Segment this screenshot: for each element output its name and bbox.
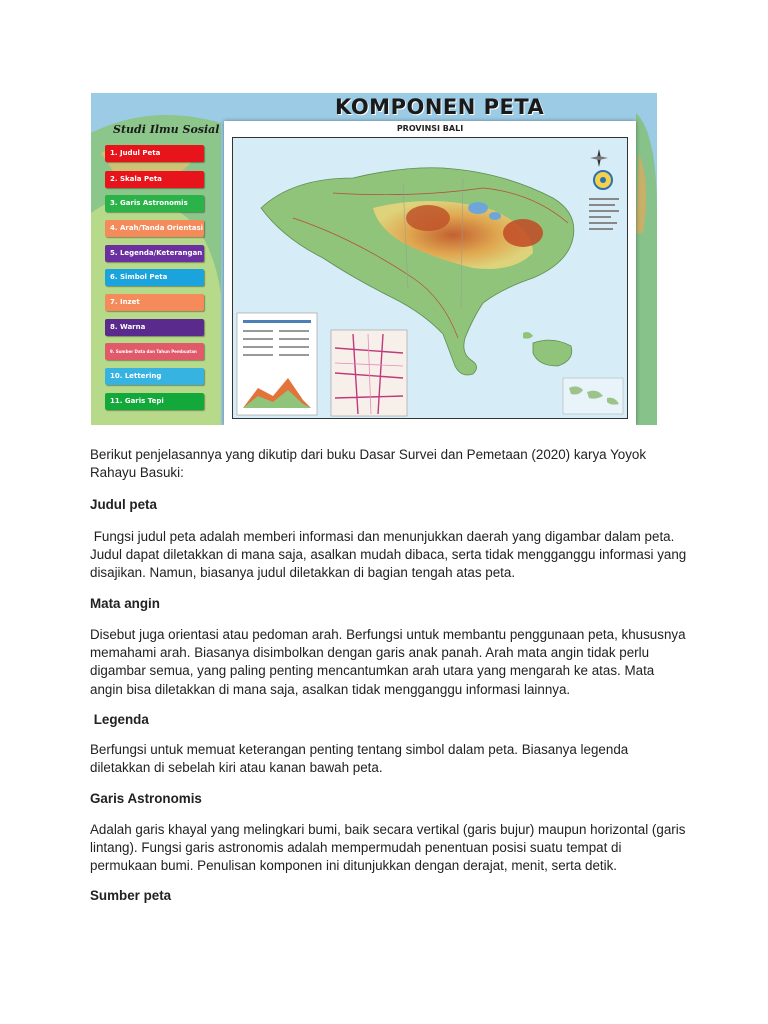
component-item: 7. Inzet xyxy=(105,294,204,311)
component-item: 11. Garis Tepi xyxy=(105,393,204,410)
sidebar-heading: Studi Ilmu Sosial xyxy=(113,123,220,136)
component-item: 3. Garis Astronomis xyxy=(105,195,204,212)
map-title: PROVINSI BALI xyxy=(396,124,464,133)
component-item: 10. Lettering xyxy=(105,368,204,385)
section-heading-judul-peta: Judul peta xyxy=(90,497,157,512)
component-item: 2. Skala Peta xyxy=(105,171,204,188)
section-heading-garis-astronomis: Garis Astronomis xyxy=(90,791,202,806)
component-item: 1. Judul Peta xyxy=(105,145,204,162)
section-body-garis-astronomis: Adalah garis khayal yang melingkari bumi, baik secara vertikal (garis bujur) maupun horizontal (garis lintang). Fungsi garis astronomis adalah mempermudah penentuan posisi suatu tempat di permukaan bumi. Penulisan komponen ini ditunjukkan dengan derajat, menit, serta detik. xyxy=(90,822,686,874)
section-heading-sumber-peta: Sumber peta xyxy=(90,888,172,903)
map-legend-panel xyxy=(237,313,317,415)
map-inset-panel xyxy=(331,330,407,416)
nusa-penida-shape xyxy=(533,340,572,366)
map-sheet xyxy=(224,121,636,425)
map-frame xyxy=(232,137,628,419)
infographic-title: KOMPONEN PETA xyxy=(335,95,545,119)
section-heading-legenda: Legenda xyxy=(90,712,149,727)
section-heading-mata-angin: Mata angin xyxy=(90,596,160,611)
bali-map xyxy=(233,138,628,419)
intro-paragraph: Berikut penjelasannya yang dikutip dari buku Dasar Survei dan Pemetaan (2020) karya Yoyok Rahayu Basuki: xyxy=(90,447,647,481)
compass-rose-icon xyxy=(590,149,608,167)
component-item: 6. Simbol Peta xyxy=(105,269,204,286)
indonesia-inset xyxy=(563,378,623,414)
komponen-peta-infographic xyxy=(91,93,657,425)
province-emblem-icon xyxy=(594,171,612,189)
section-body-mata-angin: Disebut juga orientasi atau pedoman arah. Berfungsi untuk membantu penggunaan peta, khususnya memahami arah. Biasanya disimbolkan dengan garis anak panah. Arah mata angin tidak perlu digambar semua, yang paling penting mencantumkan arah utara yang mengarah ke atas. Mata angin bisa diletakkan di mana saja, asalkan tidak mengganggu informasi lainnya. xyxy=(90,627,686,697)
section-body-legenda: Berfungsi untuk memuat keterangan penting tentang simbol dalam peta. Biasanya legenda diletakkan di sebelah kiri atau kanan bawah peta. xyxy=(90,742,629,776)
component-item: 8. Warna xyxy=(105,319,204,336)
component-item: 5. Legenda/Keterangan xyxy=(105,245,204,262)
component-item: 9. Sumber Data dan Tahun Pembuatan xyxy=(105,343,204,360)
component-item: 4. Arah/Tanda Orientasi xyxy=(105,220,204,237)
map-legend-block xyxy=(589,198,619,230)
section-body-judul-peta: Fungsi judul peta adalah memberi informasi dan menunjukkan daerah yang digambar dalam peta. Judul dapat diletakkan di mana saja, asalkan mudah dibaca, serta tidak mengganggu informasi yang disajikan. Namun, biasanya judul diletakkan di bagian tengah atas peta. xyxy=(90,529,690,581)
